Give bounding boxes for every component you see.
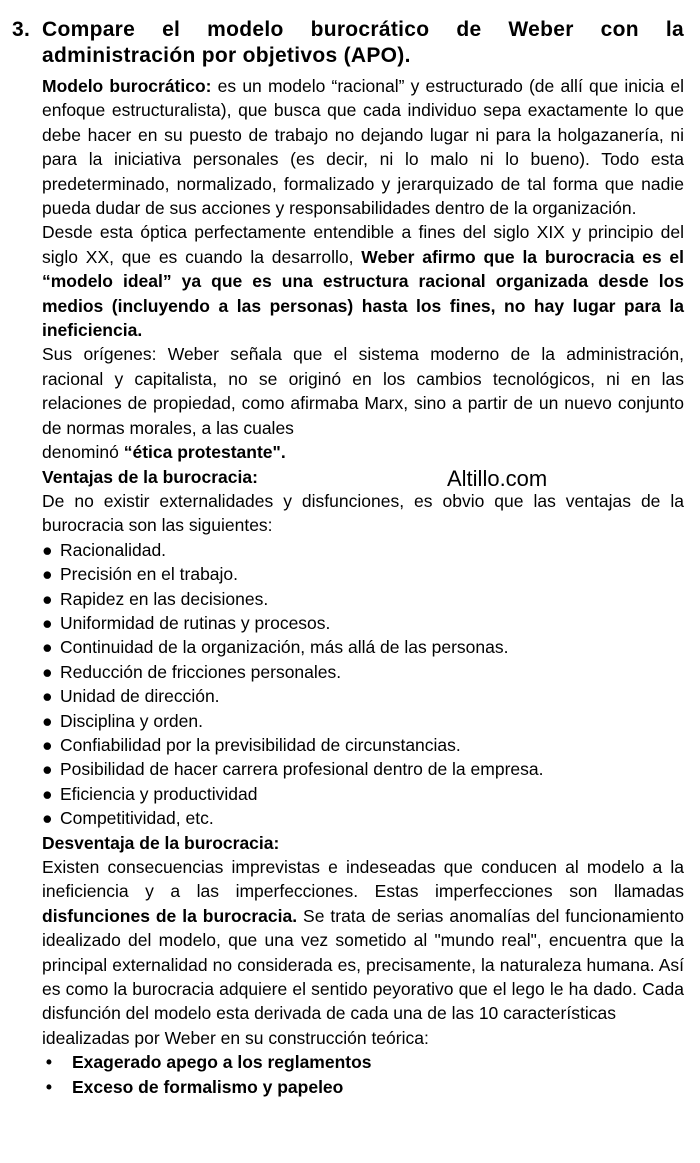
bullet-icon: ●: [42, 661, 53, 682]
ventajas-intro: De no existir externalidades y disfunciones, es obvio que las ventajas de la burocracia son las siguientes:: [42, 490, 684, 536]
bullet-icon: ●: [42, 564, 53, 585]
list-item: • Exceso de formalismo y papeleo: [42, 1075, 684, 1099]
paragraph-disfunciones: Existen consecuencias imprevistas e indeseadas que conducen al modelo a la ineficiencia y a las imperfecciones. Estas imperfecciones son llamadas disfunciones de la burocracia. Se trata de serias anomalías del funcionamiento idealizado del modelo, que una vez sometido al "mundo real", encuentra que la principal externalidad no considerada es, precisamente, la naturaleza humana. Así es como la burocracia adquiere el sentido peyorativo que el lego le ha dado. Cada disfunción del modelo esta derivada de cada una de las 10 características: [42, 857, 684, 1024]
paragraph-text: es un modelo “racional” y estructurado (de allí que inicia el enfoque estructuralista), que busca que cada individuo sepa exactamente lo que debe hacer en su puesto de trabajo no dejando lugar ni para la holgazanería, ni para la iniciativa personales (es decir, ni lo malo ni lo bueno). Todo esta predeterminado, normalizado, formalizado y jerarquizado de tal forma que nadie pueda dudar de sus acciones y responsabilidades dentro de la organización.: [42, 76, 685, 219]
bullet-icon: •: [45, 1052, 53, 1073]
list-item: ● Rapidez en las decisiones.: [42, 587, 684, 611]
bullet-icon: ●: [42, 686, 53, 707]
term-label: Modelo burocrático:: [42, 76, 212, 96]
section-title-desventaja: Desventaja de la burocracia:: [42, 832, 280, 853]
bullet-icon: ●: [42, 539, 53, 560]
paragraph-text: Desde esta óptica perfectamente entendible a fines del siglo XIX y principio del siglo XX, que es cuando la desarrollo,: [42, 222, 684, 267]
section-title-ventajas: Ventajas de la burocracia:: [42, 466, 258, 487]
disfunciones-list: [42, 1050, 684, 1099]
list-item: ● Posibilidad de hacer carrera profesional dentro de la empresa.: [42, 757, 684, 781]
bullet-icon: ●: [42, 710, 53, 731]
list-item: ● Unidad de dirección.: [42, 684, 684, 708]
paragraph-idealizadas: idealizadas por Weber en su construcción teórica:: [42, 1027, 429, 1048]
list-item: ● Racionalidad.: [42, 538, 684, 562]
paragraph-weber-ideal: [42, 220, 684, 342]
watermark-text: Altillo.com: [447, 466, 548, 491]
bullet-icon: ●: [42, 783, 53, 804]
list-item: ● Eficiencia y productividad: [42, 782, 684, 806]
question-title: Compare el modelo burocrático de Weber con la administración por objetivos (APO).: [42, 18, 684, 67]
list-item: ● Disciplina y orden.: [42, 709, 684, 733]
paragraph-origenes-line2: [42, 440, 684, 464]
list-item: ● Reducción de fricciones personales.: [42, 660, 684, 684]
bullet-icon: ●: [42, 588, 53, 609]
paragraph-text: denominó: [42, 442, 124, 463]
list-item: ● Competitividad, etc.: [42, 806, 684, 830]
list-item: ● Confiabilidad por la previsibilidad de circunstancias.: [42, 733, 684, 757]
bullet-icon: ●: [42, 734, 53, 755]
question-number: 3.: [12, 18, 31, 41]
bullet-icon: ●: [42, 759, 53, 780]
bullet-icon: ●: [42, 637, 53, 658]
bullet-icon: •: [45, 1076, 53, 1097]
bullet-icon: ●: [42, 808, 53, 829]
bullet-icon: ●: [42, 612, 53, 633]
list-item: ● Precisión en el trabajo.: [42, 562, 684, 586]
term-disfunciones: disfunciones de la burocracia.: [42, 905, 298, 926]
document-body: [42, 74, 684, 1099]
paragraph-modelo-burocratico: [42, 74, 684, 220]
term-etica-protestante: “ética protestante".: [123, 442, 286, 463]
ventajas-list: [42, 538, 684, 831]
paragraph-origenes: [42, 342, 684, 440]
paragraph-bold-text: Weber afirmo que la burocracia es el “modelo ideal” ya que es una estructura racional organizada desde los medios (incluyendo a las personas) hasta los fines, no hay lugar para la ineficiencia.: [42, 246, 684, 341]
paragraph-text: Sus orígenes: Weber señala que el sistema moderno de la administración, racional y capitalista, no se originó en los cambios tecnológicos, ni en las relaciones de propiedad, como afirmaba Marx, sino a partir de un nuevo conjunto de normas morales, a las cuales: [42, 344, 684, 438]
list-item: • Exagerado apego a los reglamentos: [42, 1050, 684, 1074]
list-item: ● Uniformidad de rutinas y procesos.: [42, 611, 684, 635]
list-item: ● Continuidad de la organización, más allá de las personas.: [42, 635, 684, 659]
question-heading: [12, 17, 684, 69]
